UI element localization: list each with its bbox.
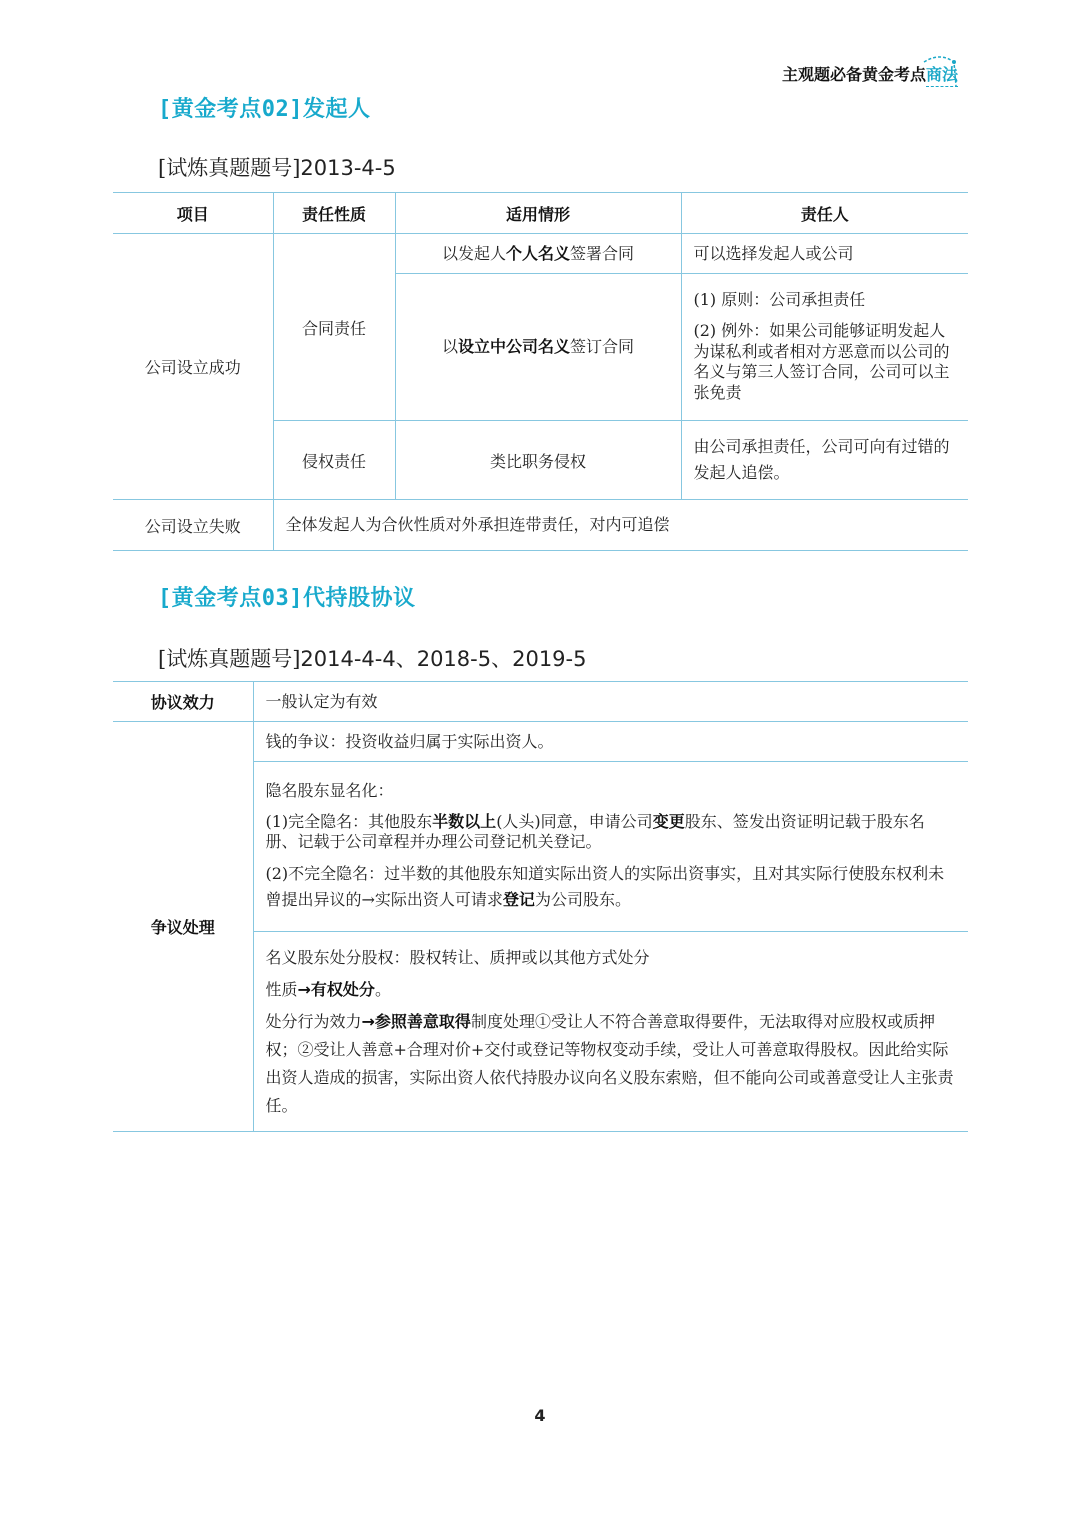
header-applicable-case: 适用情形 bbox=[395, 193, 681, 234]
row-label-fail: 公司设立失败 bbox=[113, 500, 273, 551]
label-agreement-effect: 协议效力 bbox=[113, 682, 253, 722]
header-title: 主观题必备黄金考点 bbox=[781, 65, 926, 84]
header-item: 项目 bbox=[113, 193, 273, 234]
header-decoration-icon bbox=[920, 52, 960, 88]
page-number: 4 bbox=[534, 1406, 546, 1425]
fail-liability-text: 全体发起人为合伙性质对外承担连带责任，对内可追偿 bbox=[273, 500, 968, 551]
money-dispute-text: 钱的争议：投资收益归属于实际出资人。 bbox=[253, 722, 968, 762]
header-subject: 商法 bbox=[926, 65, 958, 87]
liable-choice: 可以选择发起人或公司 bbox=[681, 234, 968, 274]
header-liable-party: 责任人 bbox=[681, 193, 968, 234]
liable-tort: 由公司承担责任，公司可向有过错的发起人追偿。 bbox=[681, 421, 968, 500]
nominee-table bbox=[113, 681, 968, 1132]
row-label-success: 公司设立成功 bbox=[113, 234, 273, 500]
exam-numbers: 2013-4-5 bbox=[300, 156, 396, 180]
agreement-effect-text: 一般认定为有效 bbox=[253, 682, 968, 722]
reveal-shareholder-block: 隐名股东显名化： (1)完全隐名：其他股东半数以上(人头)同意，申请公司变更股东、签发出资证明记载于股东名册、记载于公司章程并办理公司登记机关登记。 (2)不完全隐名：过半数的其他股东知道实际出资人的实际出资事实，且对其实际行使股东权利未曾提出异议的→实际出资人可请求登记为公司股东。 bbox=[253, 762, 968, 932]
section-title-nominee: [黄金考点03]代持股协议 bbox=[158, 586, 416, 611]
exam-number-line-2 bbox=[158, 643, 586, 673]
case-tort-analogy: 类比职务侵权 bbox=[395, 421, 681, 500]
header-liability-nature: 责任性质 bbox=[273, 193, 395, 234]
exam-prefix-2: [试炼真题题号] bbox=[158, 647, 301, 671]
row-label-tort: 侵权责任 bbox=[273, 421, 395, 500]
nominal-disposal-block: 名义股东处分股权：股权转让、质押或以其他方式处分 性质→有权处分。 处分行为效力→参照善意取得制度处理①受让人不符合善意取得要件，无法取得对应股权或质押权；②受让人善意+合理对价+交付或登记等物权变动手续，受让人可善意取得股权。因此给实际出资人造成的损害，实际出资人依代持股办议向名义股东索赔，但不能向公司或善意受让人主张责任。 bbox=[253, 932, 968, 1132]
section-title-founder: [黄金考点02]发起人 bbox=[158, 97, 371, 122]
liable-company: (1) 原则：公司承担责任 (2) 例外：如果公司能够证明发起人为谋私利或者相对方恶意而以公司的名义与第三人签订合同，公司可以主张免责 bbox=[681, 274, 968, 421]
exam-prefix: [试炼真题题号] bbox=[158, 156, 301, 180]
exam-number-line bbox=[158, 152, 396, 182]
case-company-name: 以设立中公司名义签订合同 bbox=[395, 274, 681, 421]
label-dispute-handling: 争议处理 bbox=[113, 722, 253, 1132]
row-label-contract: 合同责任 bbox=[273, 234, 395, 421]
case-personal-name: 以发起人个人名义签署合同 bbox=[395, 234, 681, 274]
exam-numbers-2: 2014-4-4、2018-5、2019-5 bbox=[300, 647, 587, 671]
founder-table bbox=[113, 192, 968, 551]
